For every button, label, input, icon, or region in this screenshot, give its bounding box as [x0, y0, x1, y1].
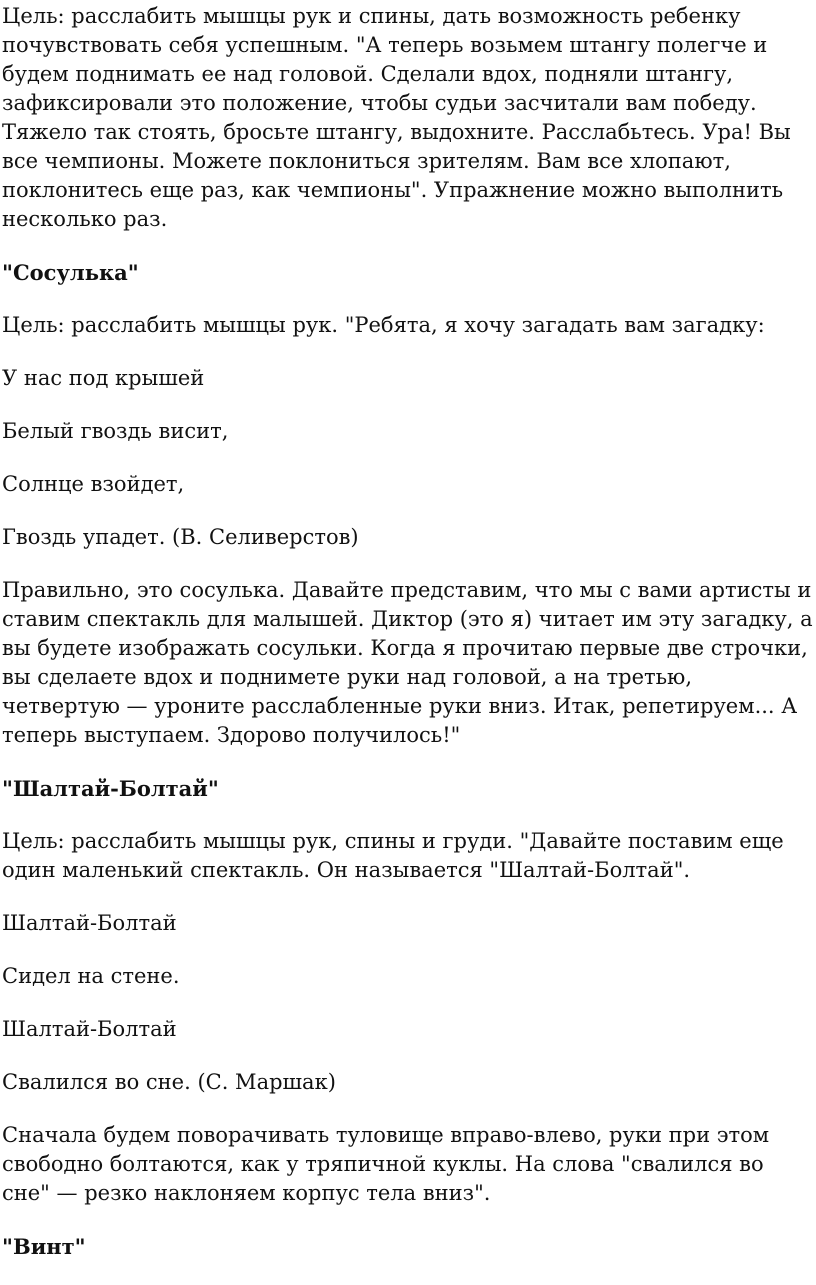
poem-line: Солнце взойдет, [2, 472, 185, 496]
poem-line: Сидел на стене. [2, 964, 180, 988]
paragraph-sosulka-instructions: Правильно, это сосулька. Давайте представим, что мы с вами артисты и ставим спектакль для малышей. Диктор (это я) читает им эту загадку, а вы будете изображать сосульки. Когда я прочитаю первые две строчки, вы сделаете вдох и поднимете руки над головой, а на третью, четвертую — уроните расслабленные руки вниз. Итак, репетируем... А теперь выступаем. Здорово получилось!" [2, 578, 813, 747]
heading-vint: "Винт" [2, 1234, 86, 1259]
heading-shaltai-boltai: "Шалтай-Болтай" [2, 776, 219, 801]
paragraph-shaltai-instructions: Сначала будем поворачивать туловище вправо-влево, руки при этом свободно болтаются, как у тряпичной куклы. На слова "свалился во сне" — резко наклоняем корпус тела вниз". [2, 1123, 770, 1205]
poem-line: Шалтай-Болтай [2, 1017, 177, 1041]
poem-line: У нас под крышей [2, 366, 205, 390]
poem-line: Свалился во сне. (С. Маршак) [2, 1070, 336, 1094]
poem-line: Шалтай-Болтай [2, 911, 177, 935]
paragraph-shtanga-goal: Цель: расслабить мышцы рук и спины, дать возможность ребенку почувствовать себя успешным. "А теперь возьмем штангу полегче и будем поднимать ее над головой. Сделали вдох, подняли штангу, зафиксировали это положение, чтобы судьи засчитали вам победу. Тяжело так стоять, бросьте штангу, выдохните. Расслабьтесь. Ура! Вы все чемпионы. Можете поклониться зрителям. Вам все хлопают, поклонитесь еще раз, как чемпионы". Упражнение можно выполнить несколько раз. [2, 4, 791, 231]
paragraph-shaltai-goal: Цель: расслабить мышцы рук, спины и груди. "Давайте поставим еще один маленький спектакль. Он называется "Шалтай-Болтай". [2, 829, 784, 882]
poem-line: Гвоздь упадет. (В. Селиверстов) [2, 525, 359, 549]
poem-line: Белый гвоздь висит, [2, 419, 229, 443]
paragraph-sosulka-goal: Цель: расслабить мышцы рук. "Ребята, я хочу загадать вам загадку: [2, 313, 765, 337]
heading-sosulka: "Сосулька" [2, 260, 139, 285]
document-page [2, 0, 814, 1285]
